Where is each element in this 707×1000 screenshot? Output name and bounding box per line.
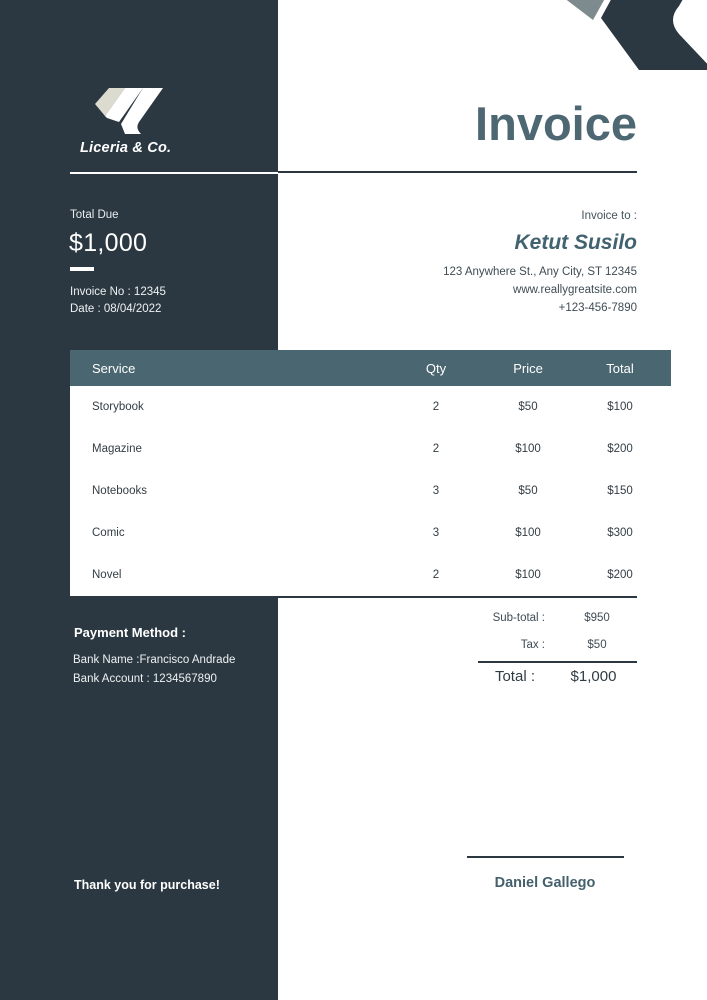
- cell-total: $150: [574, 470, 671, 512]
- cell-service: Comic: [70, 512, 390, 554]
- cell-price: $50: [482, 470, 574, 512]
- signature-name: Daniel Gallego: [494, 875, 596, 891]
- cell-price: $100: [482, 428, 574, 470]
- company-logo-icon: [95, 88, 167, 134]
- cell-qty: 2: [390, 428, 482, 470]
- column-header-qty: Qty: [390, 350, 482, 386]
- cell-price: $100: [482, 554, 574, 596]
- column-header-total: Total: [574, 350, 671, 386]
- cell-service: Novel: [70, 554, 390, 596]
- signature-line: [467, 856, 624, 858]
- chevron-decoration-dark: [587, 0, 707, 89]
- subtotal-value: $950: [584, 612, 610, 624]
- tax-value: $50: [587, 639, 607, 651]
- column-header-service: Service: [70, 350, 390, 386]
- grand-total-value: $1,000: [570, 668, 617, 685]
- subtotal-label: Sub-total :: [492, 612, 545, 624]
- cell-service: Storybook: [70, 386, 390, 428]
- table-row: [70, 428, 671, 470]
- cell-qty: 3: [390, 470, 482, 512]
- client-address: 123 Anywhere St., Any City, ST 12345: [443, 266, 637, 278]
- cell-price: $100: [482, 512, 574, 554]
- table-row: [70, 386, 671, 428]
- cell-service: Magazine: [70, 428, 390, 470]
- payment-bank-account: Bank Account : 1234567890: [73, 673, 217, 685]
- cell-price: $50: [482, 386, 574, 428]
- page-title: Invoice: [475, 97, 637, 150]
- table-row: [70, 470, 671, 512]
- tax-label: Tax :: [520, 639, 545, 651]
- items-table-head: [70, 350, 671, 386]
- cell-total: $300: [574, 512, 671, 554]
- column-header-price: Price: [482, 350, 574, 386]
- cell-total: $200: [574, 554, 671, 596]
- totals-divider: [478, 661, 637, 663]
- title-divider: [278, 171, 637, 173]
- invoice-number: Invoice No : 12345: [70, 286, 166, 298]
- logo-divider: [70, 172, 278, 174]
- table-header-row: [70, 350, 671, 386]
- corner-decoration: [527, 0, 707, 95]
- thank-you-message: Thank you for purchase!: [74, 878, 220, 892]
- client-phone: +123-456-7890: [558, 302, 637, 314]
- payment-method-title: Payment Method :: [74, 625, 186, 640]
- total-due-dash: [70, 267, 94, 271]
- items-table: [70, 350, 671, 596]
- items-table-body: [70, 386, 671, 596]
- cell-qty: 2: [390, 386, 482, 428]
- chevron-decoration-gray: [545, 0, 655, 68]
- cell-total: $200: [574, 428, 671, 470]
- cell-service: Notebooks: [70, 470, 390, 512]
- cell-qty: 2: [390, 554, 482, 596]
- cell-qty: 3: [390, 512, 482, 554]
- invoice-to-label: Invoice to :: [581, 210, 637, 222]
- total-due-label: Total Due: [70, 209, 119, 221]
- invoice-date: Date : 08/04/2022: [70, 303, 162, 315]
- table-row: [70, 512, 671, 554]
- cell-total: $100: [574, 386, 671, 428]
- table-row: [70, 554, 671, 596]
- grand-total-label: Total :: [494, 668, 535, 685]
- total-due-amount: $1,000: [69, 229, 148, 257]
- items-table-card: [70, 350, 637, 598]
- client-name: Ketut Susilo: [514, 231, 637, 254]
- client-website[interactable]: www.reallygreatsite.com: [513, 284, 637, 296]
- payment-bank-name: Bank Name :Francisco Andrade: [73, 654, 236, 666]
- company-name: Liceria & Co.: [80, 140, 172, 156]
